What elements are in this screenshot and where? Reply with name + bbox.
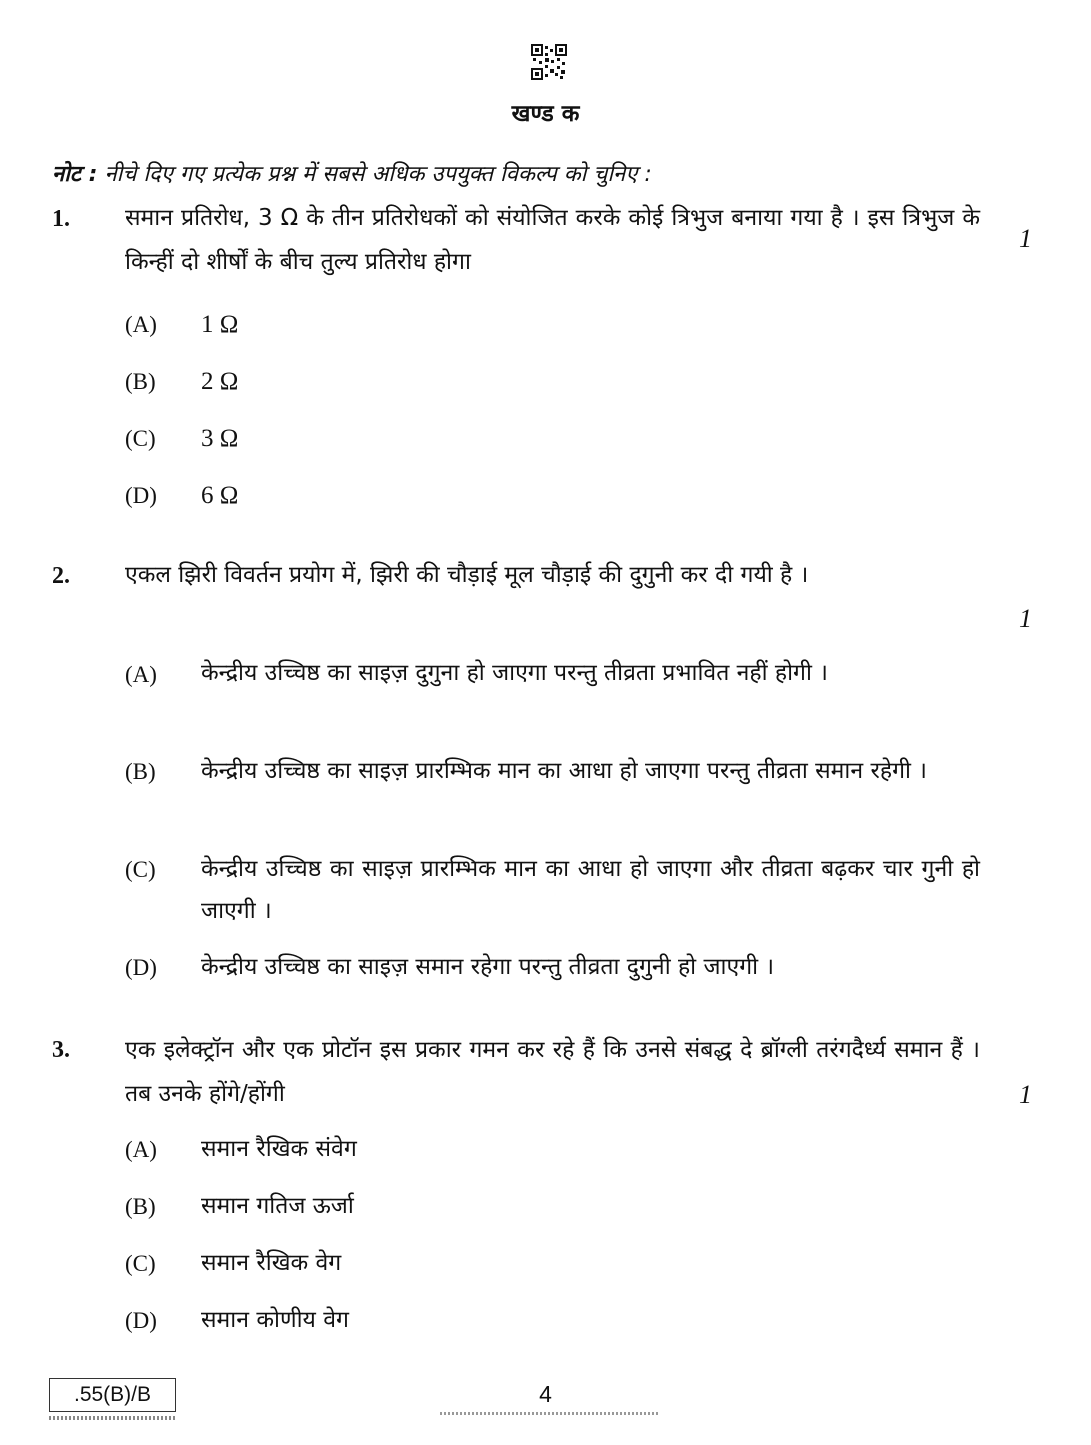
option-text: 6 Ω <box>201 482 239 509</box>
question-marks: 1 <box>1019 224 1032 253</box>
option-label: (D) <box>125 483 157 508</box>
qr-code-icon <box>531 44 567 80</box>
option-text: 3 Ω <box>201 425 239 452</box>
question-number: 1. <box>52 206 70 232</box>
option-label: (A) <box>125 662 157 687</box>
option-label: (B) <box>125 759 156 784</box>
option-label: (B) <box>125 1194 156 1219</box>
option-text: केन्द्रीय उच्चिष्ठ का साइज़ प्रारम्भिक मान का आधा हो जाएगा और तीव्रता बढ़कर चार गुनी हो जाएगी । <box>201 856 980 924</box>
option-text: समान रैखिक वेग <box>201 1250 342 1276</box>
option-text: समान रैखिक संवेग <box>201 1136 357 1162</box>
question-marks: 1 <box>1019 604 1032 633</box>
page-microtext <box>440 1412 658 1415</box>
question-text: समान प्रतिरोध, 3 Ω के तीन प्रतिरोधकों को संयोजित करके कोई त्रिभुज बनाया गया है । इस त्रिभुज के किन्हीं दो शीर्षों के बीच तुल्य प्रतिरोध होगा <box>125 205 980 275</box>
option-text: 2 Ω <box>201 368 239 395</box>
question-marks: 1 <box>1019 1080 1032 1109</box>
option-label: (D) <box>125 1308 157 1333</box>
question-text: एकल झिरी विवर्तन प्रयोग में, झिरी की चौड़ाई मूल चौड़ाई की दुगुनी कर दी गयी है । <box>125 562 809 588</box>
instruction-note <box>52 158 652 188</box>
option-text: केन्द्रीय उच्चिष्ठ का साइज़ समान रहेगा परन्तु तीव्रता दुगुनी हो जाएगी । <box>201 954 775 980</box>
note-label: नोट : <box>52 162 98 187</box>
option-label: (C) <box>125 426 156 451</box>
note-text: नीचे दिए गए प्रत्येक प्रश्न में सबसे अधिक उपयुक्त विकल्प को चुनिए : <box>104 162 652 187</box>
question-number: 2. <box>52 563 70 589</box>
option-text: केन्द्रीय उच्चिष्ठ का साइज़ प्रारम्भिक मान का आधा हो जाएगा परन्तु तीव्रता समान रहेगी । <box>201 758 928 784</box>
question-number: 3. <box>52 1037 70 1063</box>
question-text: एक इलेक्ट्रॉन और एक प्रोटॉन इस प्रकार गमन कर रहे हैं कि उनसे संबद्ध दे ब्रॉग्ली तरंगदैर्ध्य समान हैं । तब उनके होंगे/होंगी <box>125 1037 980 1107</box>
section-title: खण्ड क <box>511 101 580 127</box>
option-text: 1 Ω <box>201 311 239 338</box>
option-label: (C) <box>125 1251 156 1276</box>
option-label: (B) <box>125 369 156 394</box>
option-label: (A) <box>125 1137 157 1162</box>
page-number: 4 <box>539 1381 552 1407</box>
option-label: (A) <box>125 312 157 337</box>
option-label: (C) <box>125 857 156 882</box>
paper-code: .55(B)/B <box>49 1378 176 1412</box>
option-text: केन्द्रीय उच्चिष्ठ का साइज़ दुगुना हो जाएगा परन्तु तीव्रता प्रभावित नहीं होगी । <box>201 660 828 686</box>
option-text: समान गतिज ऊर्जा <box>201 1193 354 1219</box>
footer-code-microtext <box>49 1416 176 1420</box>
option-text: समान कोणीय वेग <box>201 1307 349 1333</box>
option-label: (D) <box>125 955 157 980</box>
